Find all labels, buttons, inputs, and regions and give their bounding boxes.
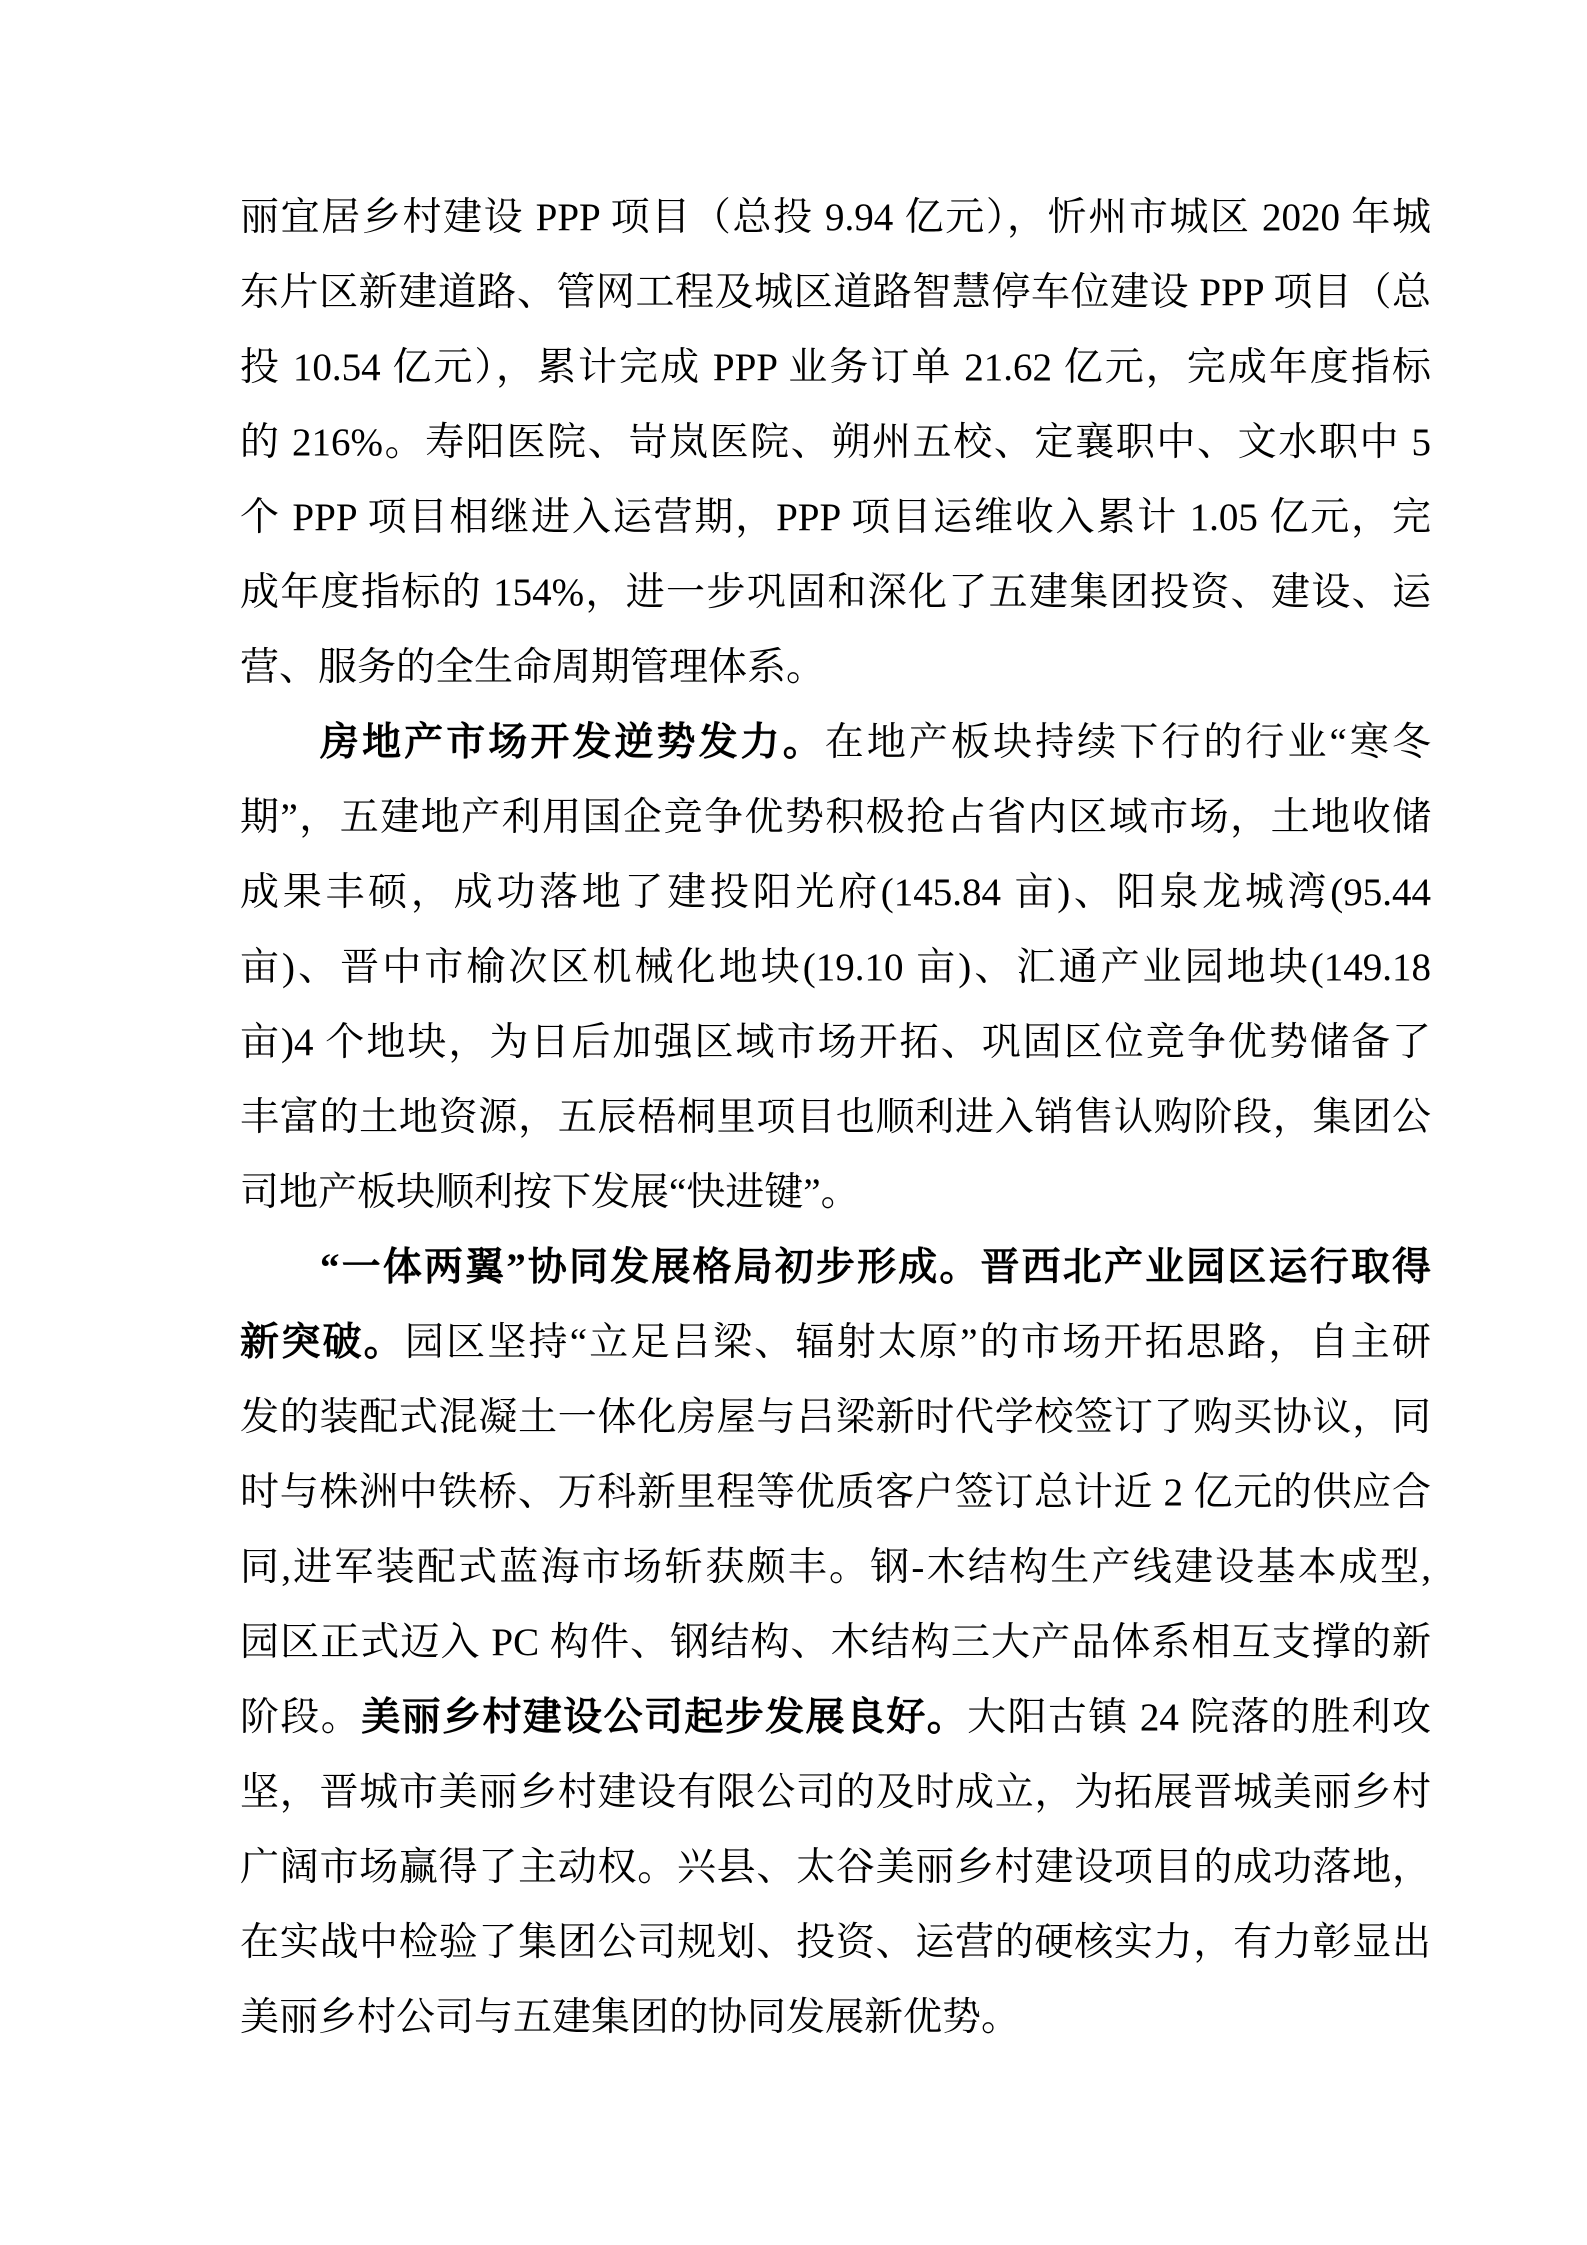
bold-text-run: “一体两翼”协同发展格局初步形成。晋西北产业园区运行取得 <box>320 1246 1431 1289</box>
bold-text-run: 新突破。 <box>240 1321 405 1364</box>
text-line <box>240 1005 1431 1080</box>
text-line <box>240 930 1431 1005</box>
text-line <box>240 1305 1431 1380</box>
text-run: 美丽乡村公司与五建集团的协同发展新优势。 <box>240 1996 1021 2039</box>
text-run: 投 10.54 亿元），累计完成 PPP 业务订单 21.62 亿元，完成年度指标 <box>240 346 1431 389</box>
text-line <box>240 1530 1431 1605</box>
text-line <box>240 1380 1431 1455</box>
text-line <box>240 405 1431 480</box>
text-line <box>240 1605 1431 1680</box>
text-run: 阶段。 <box>240 1696 362 1739</box>
text-run: 成年度指标的 154%，进一步巩固和深化了五建集团投资、建设、运 <box>240 571 1431 614</box>
text-run: 同,进军装配式蓝海市场斩获颇丰。钢-木结构生产线建设基本成型, <box>240 1546 1431 1589</box>
text-run: 成果丰硕，成功落地了建投阳光府(145.84 亩)、阳泉龙城湾(95.44 <box>240 871 1431 914</box>
text-line <box>240 255 1431 330</box>
text-run: 亩)、晋中市榆次区机械化地块(19.10 亩)、汇通产业园地块(149.18 <box>240 946 1431 989</box>
text-line <box>240 1905 1431 1980</box>
text-line <box>240 1980 1431 2055</box>
text-line <box>240 1080 1431 1155</box>
text-run: 时与株洲中铁桥、万科新里程等优质客户签订总计近 2 亿元的供应合 <box>240 1471 1431 1514</box>
text-run: 大阳古镇 24 院落的胜利攻 <box>967 1696 1431 1739</box>
bold-text-run: 房地产市场开发逆势发力。 <box>320 721 825 764</box>
text-run: 司地产板块顺利按下发展“快进键”。 <box>240 1171 860 1214</box>
text-line <box>240 330 1431 405</box>
text-run: 丰富的土地资源，五辰梧桐里项目也顺利进入销售认购阶段，集团公 <box>240 1096 1431 1139</box>
text-run: 的 216%。寿阳医院、岢岚医院、朔州五校、定襄职中、文水职中 5 <box>240 421 1431 464</box>
text-line <box>240 1155 1431 1230</box>
text-run: 园区正式迈入 PC 构件、钢结构、木结构三大产品体系相互支撑的新 <box>240 1621 1431 1664</box>
text-line <box>240 855 1431 930</box>
text-line <box>240 1755 1431 1830</box>
text-run: 坚，晋城市美丽乡村建设有限公司的及时成立，为拓展晋城美丽乡村 <box>240 1771 1431 1814</box>
text-line <box>240 180 1431 255</box>
text-run: 在地产板块持续下行的行业“寒冬 <box>824 721 1431 764</box>
text-run: 营、服务的全生命周期管理体系。 <box>240 646 826 689</box>
text-line <box>240 1830 1431 1905</box>
paragraph <box>240 1230 1431 2055</box>
text-run: 园区坚持“立足吕梁、辐射太原”的市场开拓思路，自主研 <box>404 1321 1431 1364</box>
bold-text-run: 美丽乡村建设公司起步发展良好。 <box>361 1696 968 1739</box>
text-run: 个 PPP 项目相继进入运营期，PPP 项目运维收入累计 1.05 亿元，完 <box>240 496 1431 539</box>
text-line <box>240 630 1431 705</box>
text-line <box>240 480 1431 555</box>
text-line <box>240 1455 1431 1530</box>
text-run: 在实战中检验了集团公司规划、投资、运营的硬核实力，有力彰显出 <box>240 1921 1431 1964</box>
text-line <box>240 555 1431 630</box>
text-run: 期”，五建地产利用国企竞争优势积极抢占省内区域市场，土地收储 <box>240 796 1431 839</box>
paragraph <box>240 180 1431 705</box>
text-line <box>240 1230 1431 1305</box>
document-body <box>240 180 1431 2055</box>
paragraph <box>240 705 1431 1230</box>
text-run: 丽宜居乡村建设 PPP 项目（总投 9.94 亿元），忻州市城区 2020 年城 <box>240 196 1431 239</box>
text-run: 发的装配式混凝土一体化房屋与吕梁新时代学校签订了购买协议，同 <box>240 1396 1431 1439</box>
text-line <box>240 780 1431 855</box>
text-line <box>240 705 1431 780</box>
text-line <box>240 1680 1431 1755</box>
text-run: 亩)4 个地块，为日后加强区域市场开拓、巩固区位竞争优势储备了 <box>240 1021 1431 1064</box>
text-run: 广阔市场赢得了主动权。兴县、太谷美丽乡村建设项目的成功落地， <box>240 1846 1431 1889</box>
text-run: 东片区新建道路、管网工程及城区道路智慧停车位建设 PPP 项目（总 <box>240 271 1431 314</box>
